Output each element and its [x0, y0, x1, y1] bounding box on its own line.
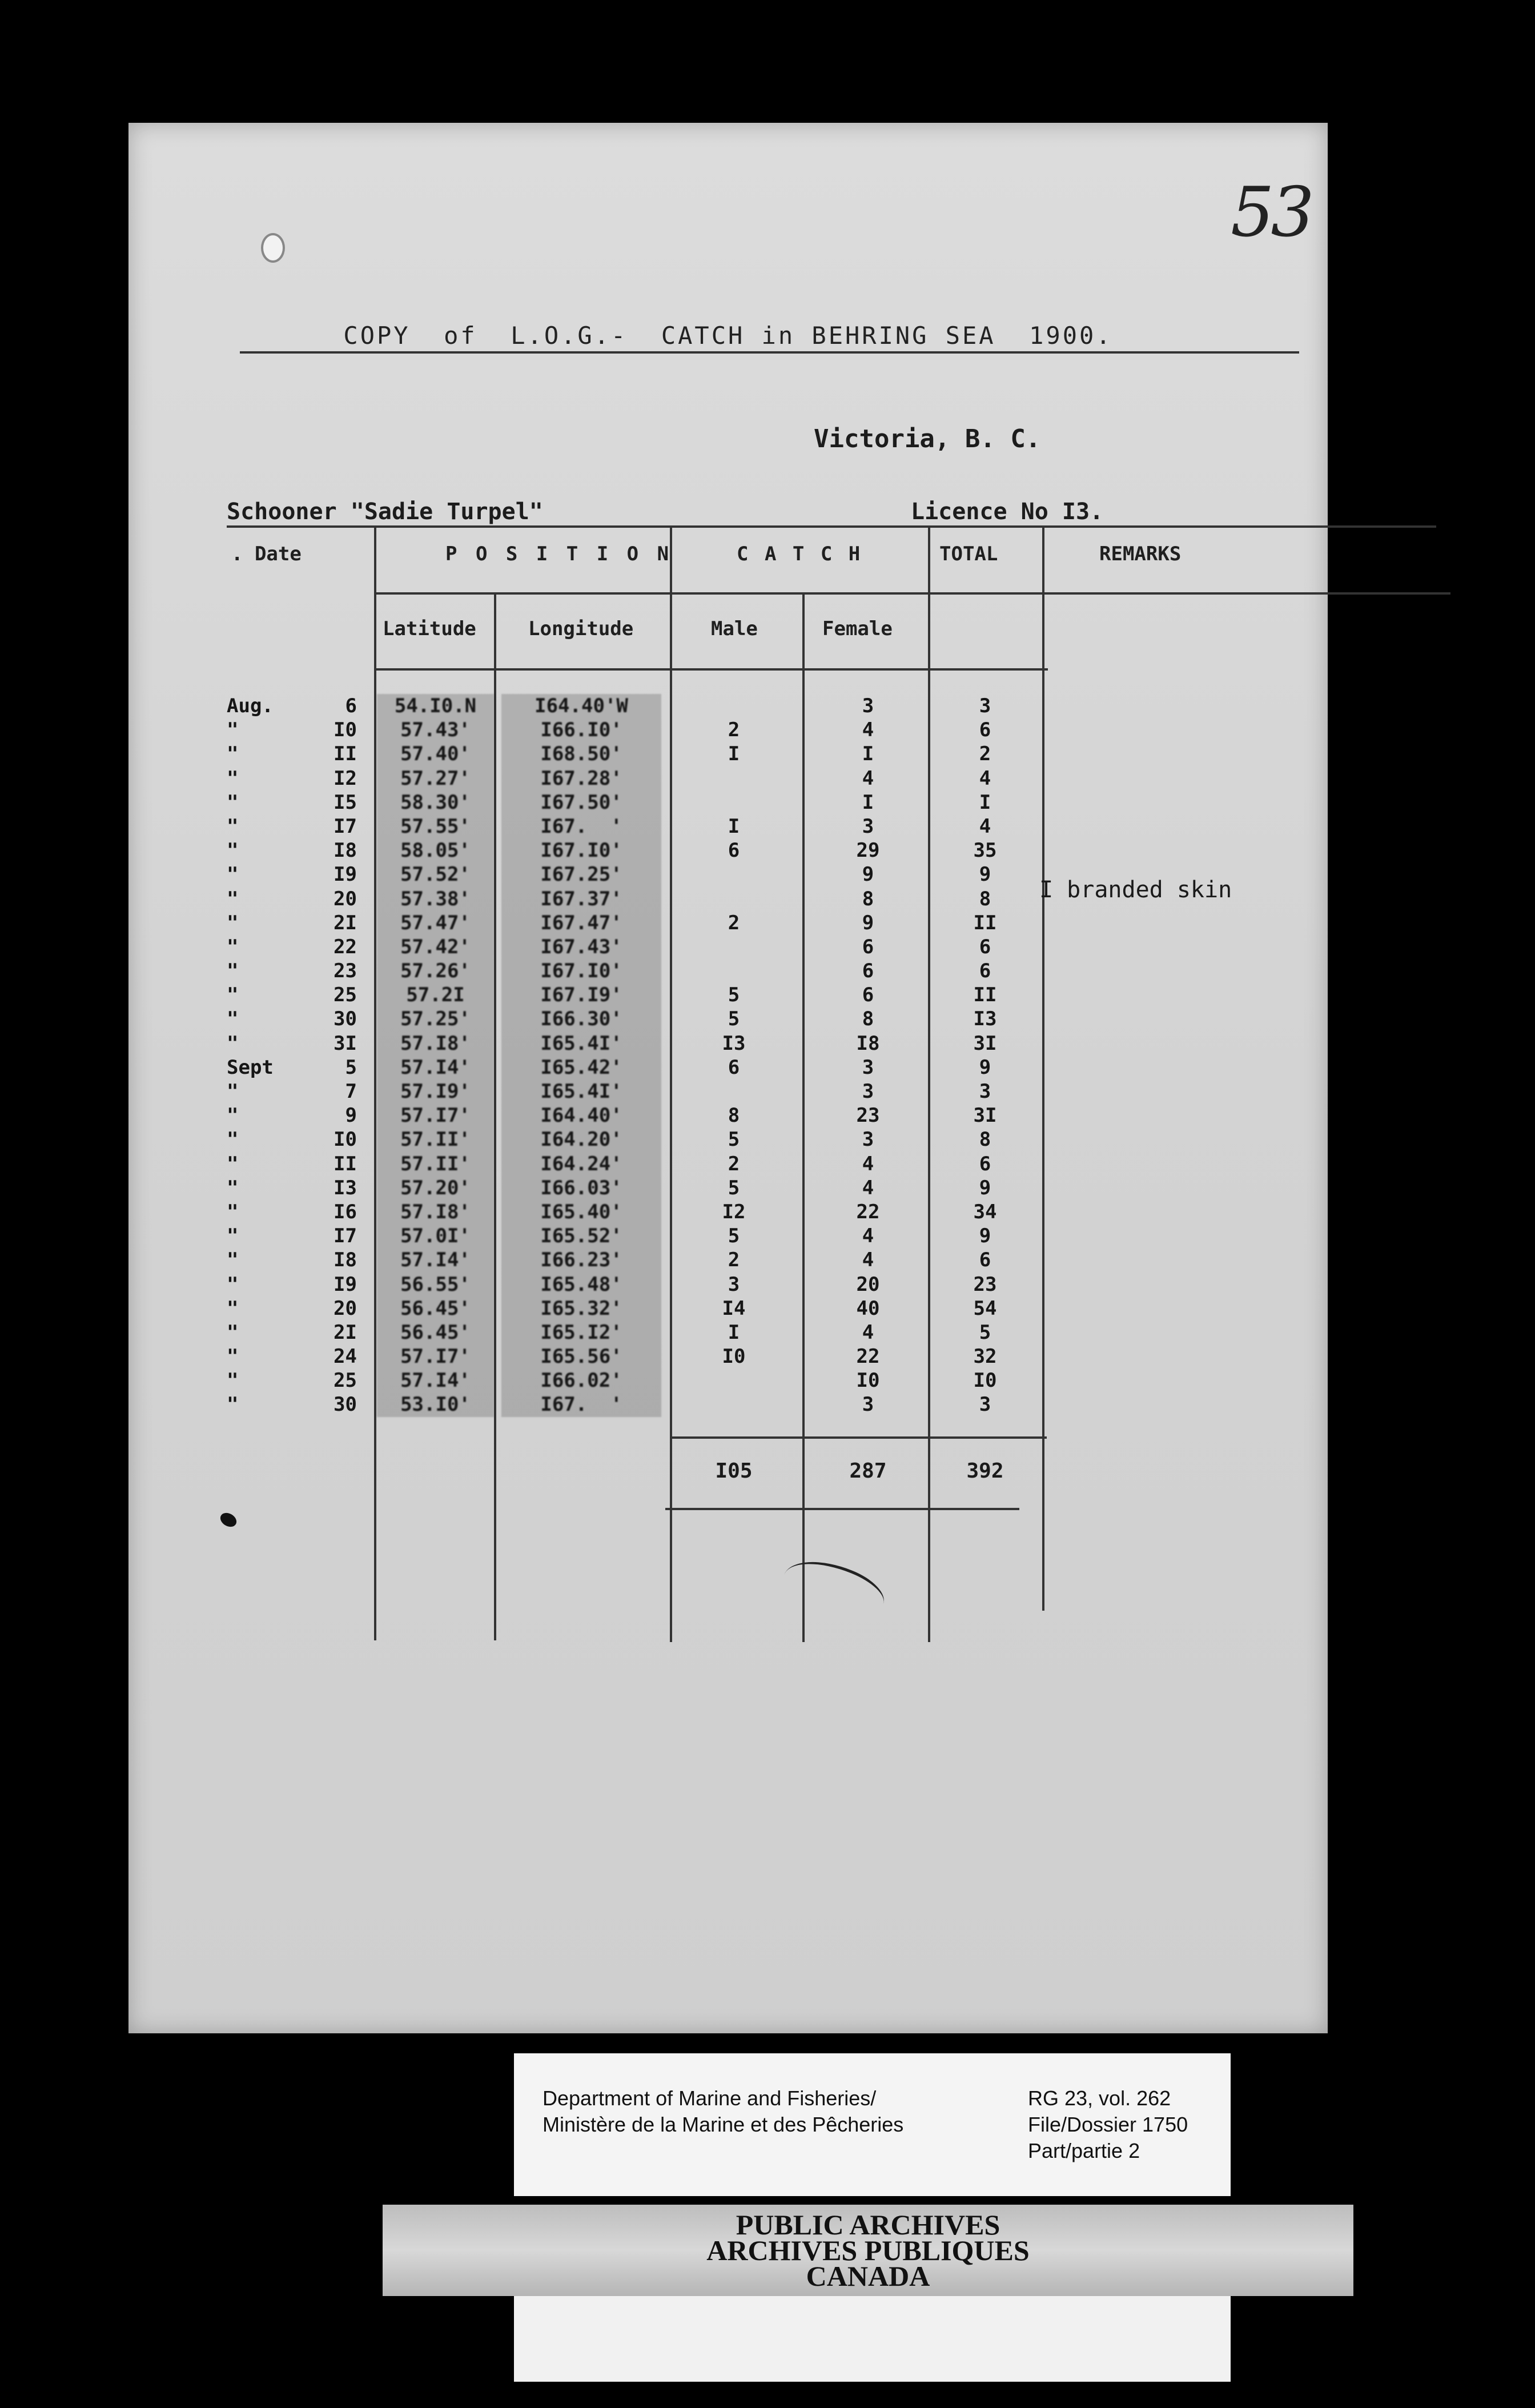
longitude-value: I65.42': [540, 1055, 622, 1079]
male-count: [674, 959, 794, 983]
date-month: ": [227, 1128, 239, 1151]
total-count: 9: [979, 863, 991, 886]
male-count: I3: [722, 1032, 746, 1055]
latitude-value: 57.40': [400, 743, 471, 766]
male-count: [674, 935, 794, 959]
date-month: ": [227, 719, 239, 742]
total-count: 9: [979, 1176, 991, 1199]
date-day: I5: [333, 790, 357, 814]
longitude-value: I64.24': [540, 1152, 622, 1175]
latitude-value: 57.20': [400, 1176, 471, 1199]
date-month: ": [227, 1152, 239, 1175]
record-group-volume: RG 23, vol. 262: [1028, 2086, 1171, 2110]
date-month: ": [227, 1369, 239, 1392]
date-month: ": [227, 1249, 239, 1272]
female-count: 22: [856, 1200, 880, 1223]
total-count: 34: [973, 1200, 997, 1223]
female-count: 4: [862, 719, 874, 742]
date-month: ": [227, 1080, 239, 1103]
female-count: 22: [856, 1345, 880, 1368]
male-count: I: [728, 1321, 740, 1344]
subheader-latitude: Latitude: [383, 617, 476, 640]
date-day: I8: [333, 1249, 357, 1272]
date-month: ": [227, 790, 239, 814]
male-count: 5: [728, 1176, 740, 1199]
female-count: 3: [862, 1080, 874, 1103]
date-month: ": [227, 1297, 239, 1320]
male-count: [674, 1392, 794, 1416]
male-count: I: [728, 814, 740, 838]
longitude-value: I67.28': [540, 766, 622, 790]
male-count: I4: [722, 1297, 746, 1320]
longitude-value: I67.43': [540, 935, 622, 958]
male-count: [674, 694, 794, 718]
title-underline: [240, 351, 1299, 354]
latitude-value: 57.I8': [400, 1032, 471, 1055]
date-month: Sept: [227, 1055, 274, 1079]
longitude-value: I65.52': [540, 1225, 622, 1248]
longitude-value: I65.56': [540, 1345, 622, 1368]
header-date: . Date: [231, 543, 302, 565]
latitude-value: 57.38': [400, 887, 471, 910]
ink-blot: [218, 1510, 239, 1530]
longitude-value: I67.I0': [540, 839, 622, 862]
header-remarks: REMARKS: [1099, 543, 1182, 565]
female-count: 4: [862, 1225, 874, 1248]
male-count: I0: [722, 1345, 746, 1368]
latitude-value: 57.I4': [400, 1055, 471, 1079]
date-month: ": [227, 960, 239, 983]
part-number: Part/partie 2: [1028, 2139, 1140, 2162]
date-month: ": [227, 1176, 239, 1199]
punch-hole: [261, 233, 285, 263]
female-count: 4: [862, 1249, 874, 1272]
male-count: [674, 887, 794, 911]
date-month: ": [227, 911, 239, 934]
sum-female: 287: [849, 1459, 887, 1483]
department-english: Department of Marine and Fisheries/: [543, 2086, 877, 2110]
date-day: 9: [345, 1104, 357, 1127]
subheader-male: Male: [711, 617, 758, 640]
female-count: 6: [862, 960, 874, 983]
date-day: 5: [345, 1055, 357, 1079]
female-count: 9: [862, 863, 874, 886]
date-month: ": [227, 1104, 239, 1127]
male-count: 2: [728, 719, 740, 742]
longitude-value: I64.40'W: [535, 695, 628, 717]
date-day: 30: [333, 1008, 357, 1031]
date-month: ": [227, 766, 239, 790]
latitude-value: 57.42': [400, 935, 471, 958]
latitude-value: 57.43': [400, 719, 471, 742]
latitude-value: 57.I4': [400, 1249, 471, 1272]
date-day: II: [333, 1152, 357, 1175]
female-count: 4: [862, 1176, 874, 1199]
total-count: 9: [979, 1225, 991, 1248]
subheader-longitude: Longitude: [528, 617, 634, 640]
sum-bottom-rule: [665, 1508, 1019, 1510]
public-archives-canada: CANADA: [806, 2260, 930, 2292]
date-month: ": [227, 1008, 239, 1031]
male-count: I: [728, 743, 740, 766]
longitude-value: I65.I2': [540, 1321, 622, 1344]
table-top-rule: [374, 525, 1436, 528]
total-count: 6: [979, 960, 991, 983]
date-day: 7: [345, 1080, 357, 1103]
date-month: ": [227, 887, 239, 910]
male-count: 6: [728, 1055, 740, 1079]
female-count: 4: [862, 1152, 874, 1175]
longitude-value: I67.50': [540, 790, 622, 814]
date-day: 2I: [333, 1321, 357, 1344]
public-archives-english: PUBLIC ARCHIVES: [736, 2209, 1000, 2241]
department-french: Ministère de la Marine et des Pêcheries: [543, 2113, 904, 2136]
male-count: 2: [728, 911, 740, 934]
archive-label-footer: [514, 2296, 1231, 2382]
day-column: [300, 694, 357, 1417]
subheader-bottom-rule: [374, 668, 1048, 671]
total-count: 4: [979, 766, 991, 790]
male-count: 5: [728, 1008, 740, 1031]
longitude-value: I65.32': [540, 1297, 622, 1320]
archive-reference-label: [514, 2053, 1231, 2196]
date-day: I2: [333, 766, 357, 790]
date-day: 25: [333, 984, 357, 1007]
longitude-value: I66.02': [540, 1369, 622, 1392]
longitude-value: I68.50': [540, 743, 622, 766]
total-count: 3: [979, 695, 991, 717]
date-day: 23: [333, 960, 357, 983]
total-count: 6: [979, 1152, 991, 1175]
vessel-name: Schooner "Sadie Turpel": [227, 499, 543, 525]
latitude-value: 56.55': [400, 1273, 471, 1296]
latitude-value: 57.25': [400, 1008, 471, 1031]
male-column: [674, 694, 794, 1417]
female-column: [808, 694, 928, 1417]
male-count: I2: [722, 1200, 746, 1223]
latitude-value: 56.45': [400, 1297, 471, 1320]
date-day: 22: [333, 935, 357, 958]
date-day: I8: [333, 839, 357, 862]
longitude-value: I67.I0': [540, 960, 622, 983]
date-month: ": [227, 863, 239, 886]
total-column: [931, 694, 1039, 1417]
male-count: 6: [728, 839, 740, 862]
longitude-value: I65.48': [540, 1273, 622, 1296]
latitude-value: 57.II': [400, 1128, 471, 1151]
longitude-value: I65.40': [540, 1200, 622, 1223]
latitude-value: 58.05': [400, 839, 471, 862]
female-left-rule: [802, 592, 805, 1642]
total-count: 3I: [973, 1032, 997, 1055]
longitude-column: [501, 694, 661, 1417]
female-count: 23: [856, 1104, 880, 1127]
date-month: Aug.: [227, 695, 274, 717]
date-month: ": [227, 743, 239, 766]
licence-number: Licence No I3.: [911, 499, 1104, 525]
total-count: I3: [973, 1008, 997, 1031]
female-count: I8: [856, 1032, 880, 1055]
total-count: II: [973, 911, 997, 934]
female-count: 4: [862, 766, 874, 790]
total-count: 23: [973, 1273, 997, 1296]
remarks-left-rule: [1042, 525, 1044, 1611]
file-dossier-number: File/Dossier 1750: [1028, 2113, 1188, 2136]
female-count: 40: [856, 1297, 880, 1320]
latitude-value: 57.52': [400, 863, 471, 886]
female-count: 3: [862, 1393, 874, 1416]
female-count: I0: [856, 1369, 880, 1392]
latitude-value: 53.I0': [400, 1393, 471, 1416]
date-day: 6: [345, 695, 357, 717]
date-month: ": [227, 1273, 239, 1296]
header-position: P O S I T I O N: [445, 543, 673, 565]
longitude-value: I65.4I': [540, 1080, 622, 1103]
latitude-value: 57.I7': [400, 1345, 471, 1368]
longitude-value: I64.20': [540, 1128, 622, 1151]
latitude-value: 57.55': [400, 814, 471, 838]
total-count: 6: [979, 1249, 991, 1272]
date-month: ": [227, 984, 239, 1007]
female-count: I: [862, 790, 874, 814]
male-count: 2: [728, 1249, 740, 1272]
longitude-value: I66.23': [540, 1249, 622, 1272]
subheader-female: Female: [822, 617, 893, 640]
female-count: I: [862, 743, 874, 766]
latitude-value: 57.I7': [400, 1104, 471, 1127]
date-day: 3I: [333, 1032, 357, 1055]
date-day: I3: [333, 1176, 357, 1199]
date-day: 20: [333, 1297, 357, 1320]
public-archives-band: [383, 2205, 1353, 2296]
longitude-value: I67. ': [540, 814, 622, 838]
date-day: I9: [333, 1273, 357, 1296]
date-day: II: [333, 743, 357, 766]
latitude-value: 57.I4': [400, 1369, 471, 1392]
latitude-value: 57.I8': [400, 1200, 471, 1223]
date-day: I6: [333, 1200, 357, 1223]
male-count: 2: [728, 1152, 740, 1175]
female-count: 6: [862, 935, 874, 958]
total-count: 9: [979, 1055, 991, 1079]
longitude-value: I65.4I': [540, 1032, 622, 1055]
male-count: [674, 766, 794, 790]
total-count: 2: [979, 743, 991, 766]
longitude-value: I67.37': [540, 887, 622, 910]
date-month: ": [227, 1321, 239, 1344]
male-count: 8: [728, 1104, 740, 1127]
latitude-value: 57.0I': [400, 1225, 471, 1248]
longitude-value: I67.25': [540, 863, 622, 886]
male-count: 5: [728, 1225, 740, 1248]
female-count: 8: [862, 887, 874, 910]
date-day: 30: [333, 1393, 357, 1416]
total-count: I0: [973, 1369, 997, 1392]
latitude-value: 57.2I: [406, 984, 465, 1007]
longitude-left-rule: [494, 592, 496, 1640]
date-day: I0: [333, 719, 357, 742]
date-month: ": [227, 814, 239, 838]
date-day: 24: [333, 1345, 357, 1368]
header-bottom-rule: [374, 592, 1450, 595]
date-day: 2I: [333, 911, 357, 934]
total-count: 8: [979, 1128, 991, 1151]
female-count: 3: [862, 695, 874, 717]
longitude-value: I66.30': [540, 1008, 622, 1031]
header-catch: C A T C H: [737, 543, 863, 565]
latitude-value: 54.I0.N: [394, 695, 477, 717]
latitude-value: 57.II': [400, 1152, 471, 1175]
male-count: 3: [728, 1273, 740, 1296]
place-line: Victoria, B. C.: [814, 424, 1041, 453]
longitude-value: I64.40': [540, 1104, 622, 1127]
total-count: 3: [979, 1393, 991, 1416]
total-count: 8: [979, 887, 991, 910]
longitude-value: I67.47': [540, 911, 622, 934]
female-count: 3: [862, 1055, 874, 1079]
female-count: 9: [862, 911, 874, 934]
total-count: 3: [979, 1080, 991, 1103]
total-count: 3I: [973, 1104, 997, 1127]
date-month: ": [227, 1393, 239, 1416]
sum-top-rule: [670, 1436, 1047, 1439]
public-archives-french: ARCHIVES PUBLIQUES: [706, 2234, 1030, 2266]
female-count: 3: [862, 1128, 874, 1151]
male-count: 5: [728, 984, 740, 1007]
date-day: 20: [333, 887, 357, 910]
pen-stroke-mark: [777, 1547, 891, 1631]
folio-number: 53: [1231, 173, 1311, 252]
female-count: 6: [862, 984, 874, 1007]
date-month: ": [227, 1032, 239, 1055]
latitude-left-rule: [374, 525, 376, 1640]
female-count: 20: [856, 1273, 880, 1296]
date-month: ": [227, 1345, 239, 1368]
latitude-value: 57.47': [400, 911, 471, 934]
latitude-value: 57.26': [400, 960, 471, 983]
female-count: 29: [856, 839, 880, 862]
male-count: [674, 1079, 794, 1103]
latitude-value: 58.30': [400, 790, 471, 814]
total-count: 54: [973, 1297, 997, 1320]
female-count: 8: [862, 1008, 874, 1031]
total-count: 32: [973, 1345, 997, 1368]
male-count: 5: [728, 1128, 740, 1151]
total-count: 6: [979, 719, 991, 742]
male-count: [674, 1368, 794, 1392]
longitude-value: I67.I9': [540, 984, 622, 1007]
date-day: I0: [333, 1128, 357, 1151]
remark-branded-skin: I branded skin: [1039, 877, 1232, 903]
total-left-rule: [928, 525, 930, 1642]
male-count: [674, 790, 794, 814]
male-count: [674, 862, 794, 886]
total-count: I: [979, 790, 991, 814]
total-count: II: [973, 984, 997, 1007]
total-count: 5: [979, 1321, 991, 1344]
total-count: 6: [979, 935, 991, 958]
date-day: I9: [333, 863, 357, 886]
latitude-value: 57.27': [400, 766, 471, 790]
female-count: 3: [862, 814, 874, 838]
total-count: 35: [973, 839, 997, 862]
latitude-column: [377, 694, 494, 1417]
longitude-value: I66.03': [540, 1176, 622, 1199]
month-column: [227, 694, 295, 1417]
catch-left-rule: [670, 525, 672, 1642]
date-day: I7: [333, 1225, 357, 1248]
longitude-value: I66.I0': [540, 719, 622, 742]
document-title: COPY of L.O.G.- CATCH in BEHRING SEA 1900.: [343, 322, 1113, 350]
date-month: ": [227, 1200, 239, 1223]
date-month: ": [227, 935, 239, 958]
latitude-value: 56.45': [400, 1321, 471, 1344]
document-page: [128, 123, 1328, 2033]
sum-male: I05: [715, 1459, 753, 1483]
date-month: ": [227, 1225, 239, 1248]
sum-total: 392: [966, 1459, 1004, 1483]
female-count: 4: [862, 1321, 874, 1344]
total-count: 4: [979, 814, 991, 838]
longitude-value: I67. ': [540, 1393, 622, 1416]
date-day: 25: [333, 1369, 357, 1392]
latitude-value: 57.I9': [400, 1080, 471, 1103]
header-total: TOTAL: [939, 543, 998, 565]
date-month: ": [227, 839, 239, 862]
date-day: I7: [333, 814, 357, 838]
